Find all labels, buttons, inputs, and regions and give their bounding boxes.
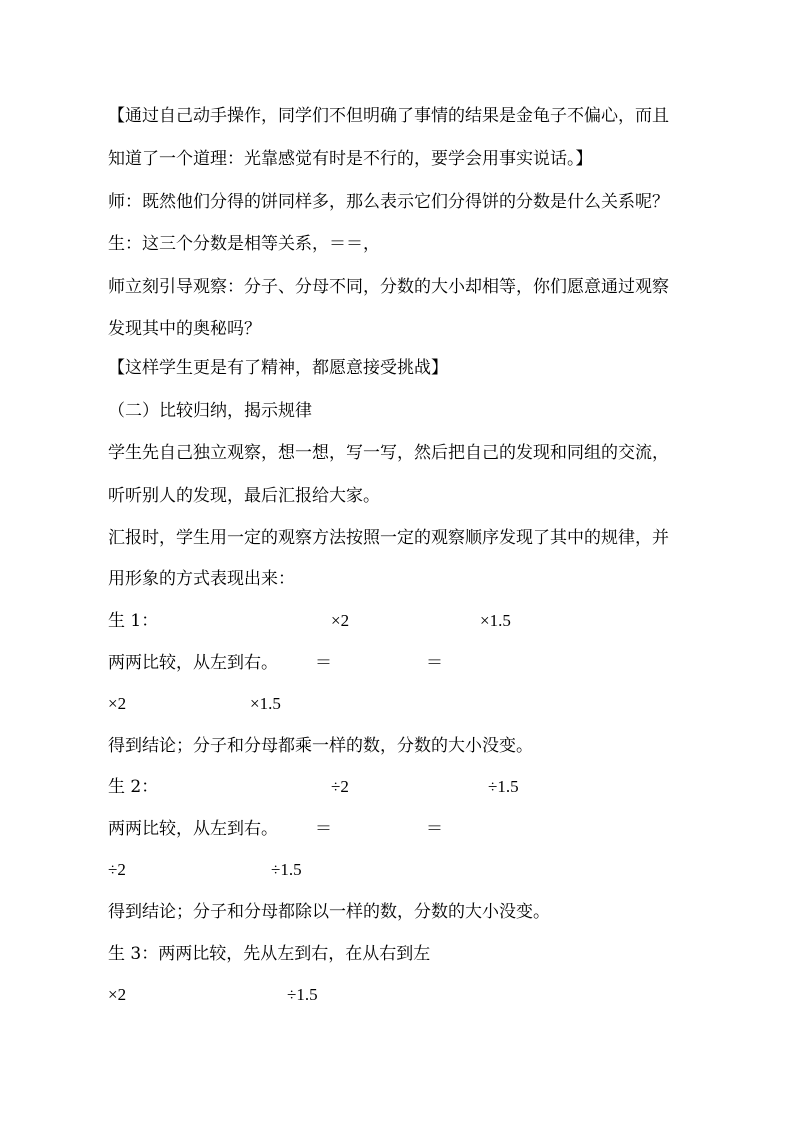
student1-conclusion: 得到结论；分子和分母都乘一样的数，分数的大小没变。 xyxy=(108,736,533,756)
student1-compare-text: 两两比较，从左到右。 xyxy=(108,653,278,673)
paragraph-observe-line1: 学生先自己独立观察，想一想，写一写，然后把自己的发现和同组的交流， xyxy=(108,443,669,463)
paragraph-teacher-question: 师：既然他们分得的饼同样多，那么表示它们分得饼的分数是什么关系呢？ xyxy=(108,192,669,212)
paragraph-teacher-guide-line1: 师立刻引导观察：分子、分母不同，分数的大小却相等，你们愿意通过观察 xyxy=(108,277,669,297)
student2-bottom-operator-2: ÷1.5 xyxy=(271,860,302,879)
paragraph-report-line2: 用形象的方式表现出来： xyxy=(108,569,295,589)
paragraph-note-line1: 【通过自己动手操作，同学们不但明确了事情的结果是金龟子不偏心，而且 xyxy=(108,106,669,126)
paragraph-student-answer: 生：这三个分数是相等关系，＝＝， xyxy=(108,234,380,254)
paragraph-challenge-note: 【这样学生更是有了精神，都愿意接受挑战】 xyxy=(108,358,448,378)
student3-operator-2: ÷1.5 xyxy=(287,985,318,1004)
student1-equals-1: ＝ xyxy=(315,653,332,673)
paragraph-report-line1: 汇报时，学生用一定的观察方法按照一定的观察顺序发现了其中的规律，并 xyxy=(108,528,669,548)
paragraph-note-line2: 知道了一个道理：光靠感觉有时是不行的，要学会用事实说话。】 xyxy=(108,149,593,169)
student2-bottom-operator-1: ÷2 xyxy=(108,860,126,879)
student1-label: 生 1： xyxy=(108,611,159,631)
student2-compare-text: 两两比较，从左到右。 xyxy=(108,819,278,839)
student2-label: 生 2： xyxy=(108,777,159,797)
student2-equals-1: ＝ xyxy=(315,819,332,839)
section-heading: （二）比较归纳，揭示规律 xyxy=(108,401,312,421)
student3-operator-1: ×2 xyxy=(108,985,127,1004)
paragraph-observe-line2: 听听别人的发现，最后汇报给大家。 xyxy=(108,486,380,506)
student1-top-operator-2: ×1.5 xyxy=(480,611,511,630)
student1-bottom-operator-2: ×1.5 xyxy=(250,694,281,713)
student2-conclusion: 得到结论；分子和分母都除以一样的数，分数的大小没变。 xyxy=(108,902,550,922)
student1-equals-2: ＝ xyxy=(426,653,443,673)
student1-top-operator-1: ×2 xyxy=(331,611,350,630)
student3-label: 生 3：两两比较，先从左到右，在从右到左 xyxy=(108,944,431,964)
student2-top-operator-1: ÷2 xyxy=(331,777,349,796)
paragraph-teacher-guide-line2: 发现其中的奥秘吗？ xyxy=(108,319,261,339)
student2-top-operator-2: ÷1.5 xyxy=(488,777,519,796)
student1-bottom-operator-1: ×2 xyxy=(108,694,127,713)
student2-equals-2: ＝ xyxy=(426,819,443,839)
